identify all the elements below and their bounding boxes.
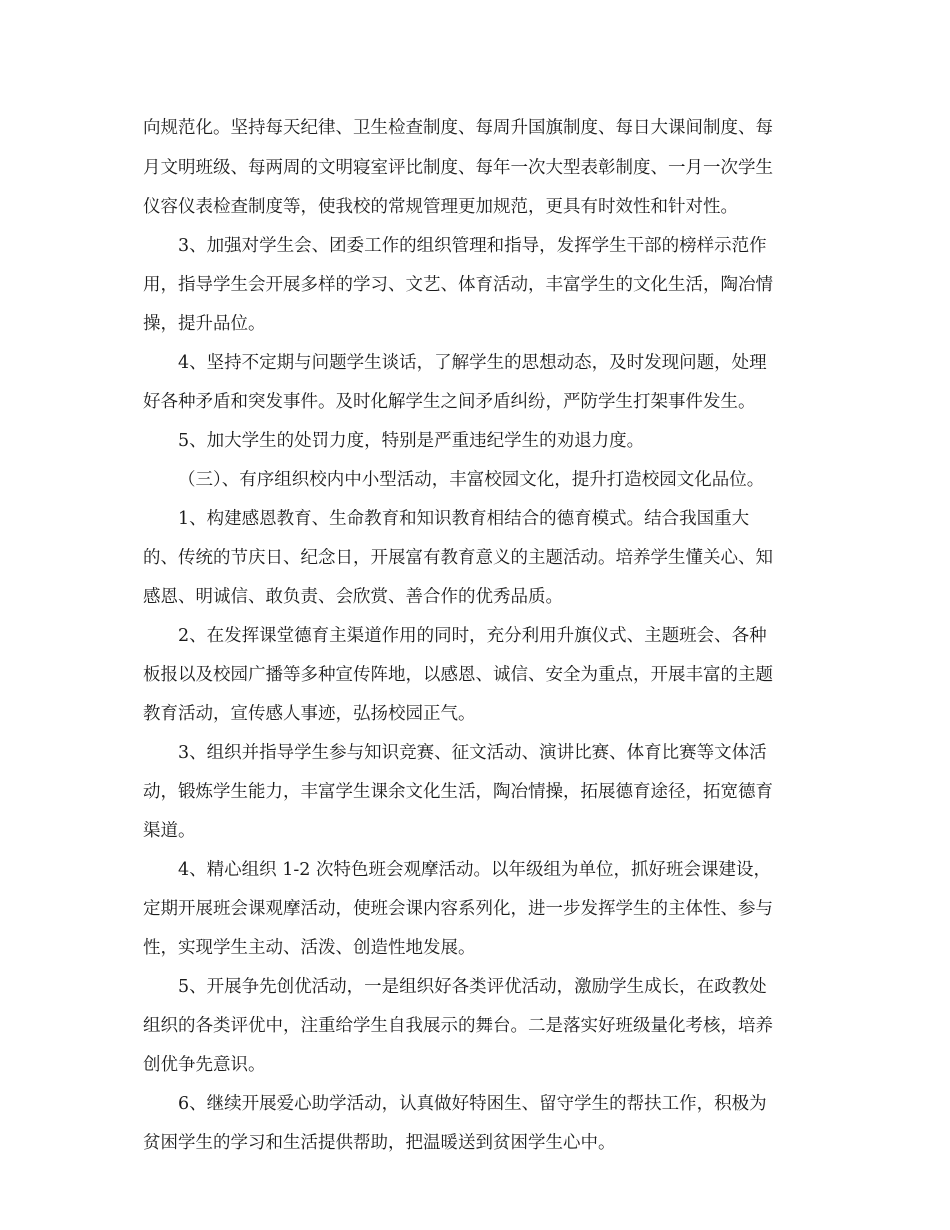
section-heading: （三）、有序组织校内中小型活动，丰富校园文化，提升打造校园文化品位。 xyxy=(178,470,765,490)
text-line: 创优争先意识。 xyxy=(143,1055,266,1075)
text-line: 渠道。 xyxy=(143,821,196,841)
text-line: 5、开展争先创优活动，一是组织好各类评优活动，激励学生成长，在政教处 xyxy=(178,977,767,997)
text-line: 教育活动，宣传感人事迹，弘扬校园正气。 xyxy=(143,704,476,724)
text-line: 用，指导学生会开展多样的学习、文艺、体育活动，丰富学生的文化生活，陶冶情 xyxy=(143,275,773,295)
text-line: 2、在发挥课堂德育主渠道作用的同时，充分利用升旗仪式、主题班会、各种 xyxy=(178,626,767,646)
text-line: 组织的各类评优中，注重给学生自我展示的舞台。二是落实好班级量化考核，培养 xyxy=(143,1016,773,1036)
text-line: 定期开展班会课观摩活动，使班会课内容系列化，进一步发挥学生的主体性、参与 xyxy=(143,899,773,919)
text-line: 月文明班级、每两周的文明寝室评比制度、每年一次大型表彰制度、一月一次学生 xyxy=(143,158,773,178)
text-line: 6、继续开展爱心助学活动，认真做好特困生、留守学生的帮扶工作，积极为 xyxy=(178,1094,767,1114)
text-line: 3、加强对学生会、团委工作的组织管理和指导，发挥学生干部的榜样示范作 xyxy=(178,236,767,256)
text-line: 动，锻炼学生能力，丰富学生课余文化生活，陶冶情操，拓展德育途径，拓宽德育 xyxy=(143,782,773,802)
text-line: 3、组织并指导学生参与知识竞赛、征文活动、演讲比赛、体育比赛等文体活 xyxy=(178,743,767,763)
text-line: 板报以及校园广播等多种宣传阵地，以感恩、诚信、安全为重点，开展丰富的主题 xyxy=(143,665,773,685)
text-line: 仪容仪表检查制度等，使我校的常规管理更加规范，更具有时效性和针对性。 xyxy=(143,197,738,217)
text-line: 操，提升品位。 xyxy=(143,314,266,334)
text-line: 5、加大学生的处罚力度，特别是严重违纪学生的劝退力度。 xyxy=(178,431,645,451)
text-line: 贫困学生的学习和生活提供帮助，把温暖送到贫困学生心中。 xyxy=(143,1133,616,1153)
text-line: 向规范化。坚持每天纪律、卫生检查制度、每周升国旗制度、每日大课间制度、每 xyxy=(143,118,773,138)
text-line: 4、坚持不定期与问题学生谈话，了解学生的思想动态，及时发现问题，处理 xyxy=(178,353,767,373)
text-line: 1、构建感恩教育、生命教育和知识教育相结合的德育模式。结合我国重大 xyxy=(178,509,750,529)
text-line: 性，实现学生主动、活泼、创造性地发展。 xyxy=(143,938,476,958)
text-line: 的、传统的节庆日、纪念日，开展富有教育意义的主题活动。培养学生懂关心、知 xyxy=(143,548,773,568)
text-line: 感恩、明诚信、敢负责、会欣赏、善合作的优秀品质。 xyxy=(143,587,563,607)
text-line: 4、精心组织 1-2 次特色班会观摩活动。以年级组为单位，抓好班会课建设， xyxy=(178,860,771,880)
text-line: 好各种矛盾和突发事件。及时化解学生之间矛盾纠纷，严防学生打架事件发生。 xyxy=(143,392,756,412)
